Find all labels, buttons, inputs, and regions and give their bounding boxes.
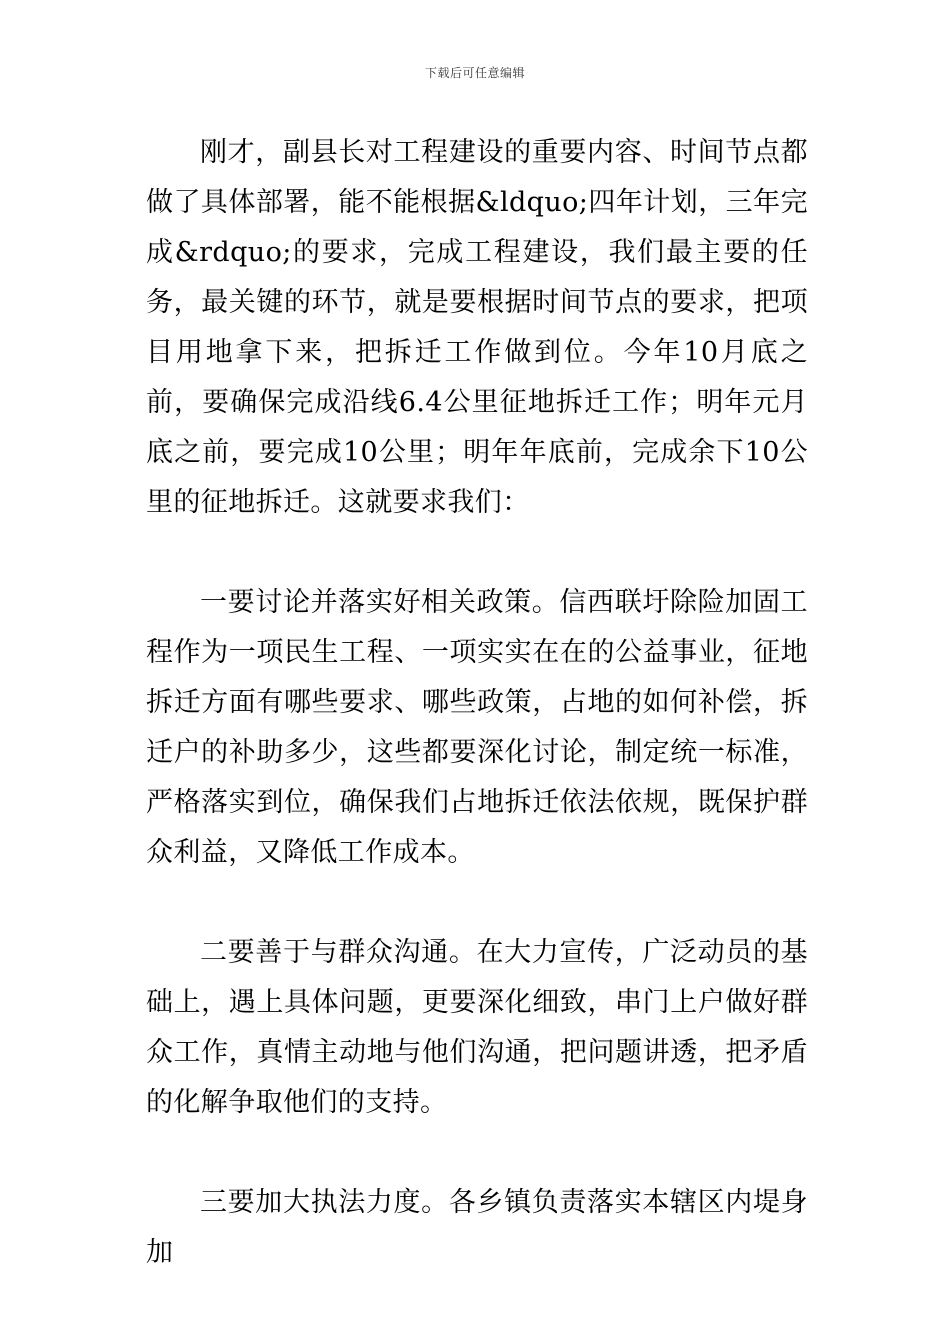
paragraph-policy: 一要讨论并落实好相关政策。信西联圩除险加固工程作为一项民生工程、一项实实在在的公益事业，征地拆迁方面有哪些要求、哪些政策，占地的如何补偿，拆迁户的补助多少，这些都要深化讨论，制定统一标准，严格落实到位，确保我们占地拆迁依法依规，既保护群众利益，又降低工作成本。 bbox=[146, 587, 808, 868]
paragraph-enforcement: 三要加大执法力度。各乡镇负责落实本辖区内堤身加 bbox=[146, 1187, 808, 1268]
paragraph-communication: 二要善于与群众沟通。在大力宣传，广泛动员的基础上，遇上具体问题，更要深化细致，串门上户做好群众工作，真情主动地与他们沟通，把问题讲透，把矛盾的化解争取他们的支持。 bbox=[146, 937, 808, 1118]
paragraph-intro: 刚才，副县长对工程建设的重要内容、时间节点都做了具体部署，能不能根据&ldquo;四年计划，三年完成&rdquo;的要求，完成工程建设，我们最主要的任务，最关键的环节，就是要根据时间节点的要求，把项目用地拿下来，把拆迁工作做到位。今年10月底之前，要确保完成沿线6.4公里征地拆迁工作；明年元月底之前，要完成10公里；明年年底前，完成余下10公里的征地拆迁。这就要求我们： bbox=[146, 137, 808, 518]
page-header: 下载后可任意编辑 bbox=[424, 66, 525, 80]
document-body bbox=[146, 128, 808, 1328]
